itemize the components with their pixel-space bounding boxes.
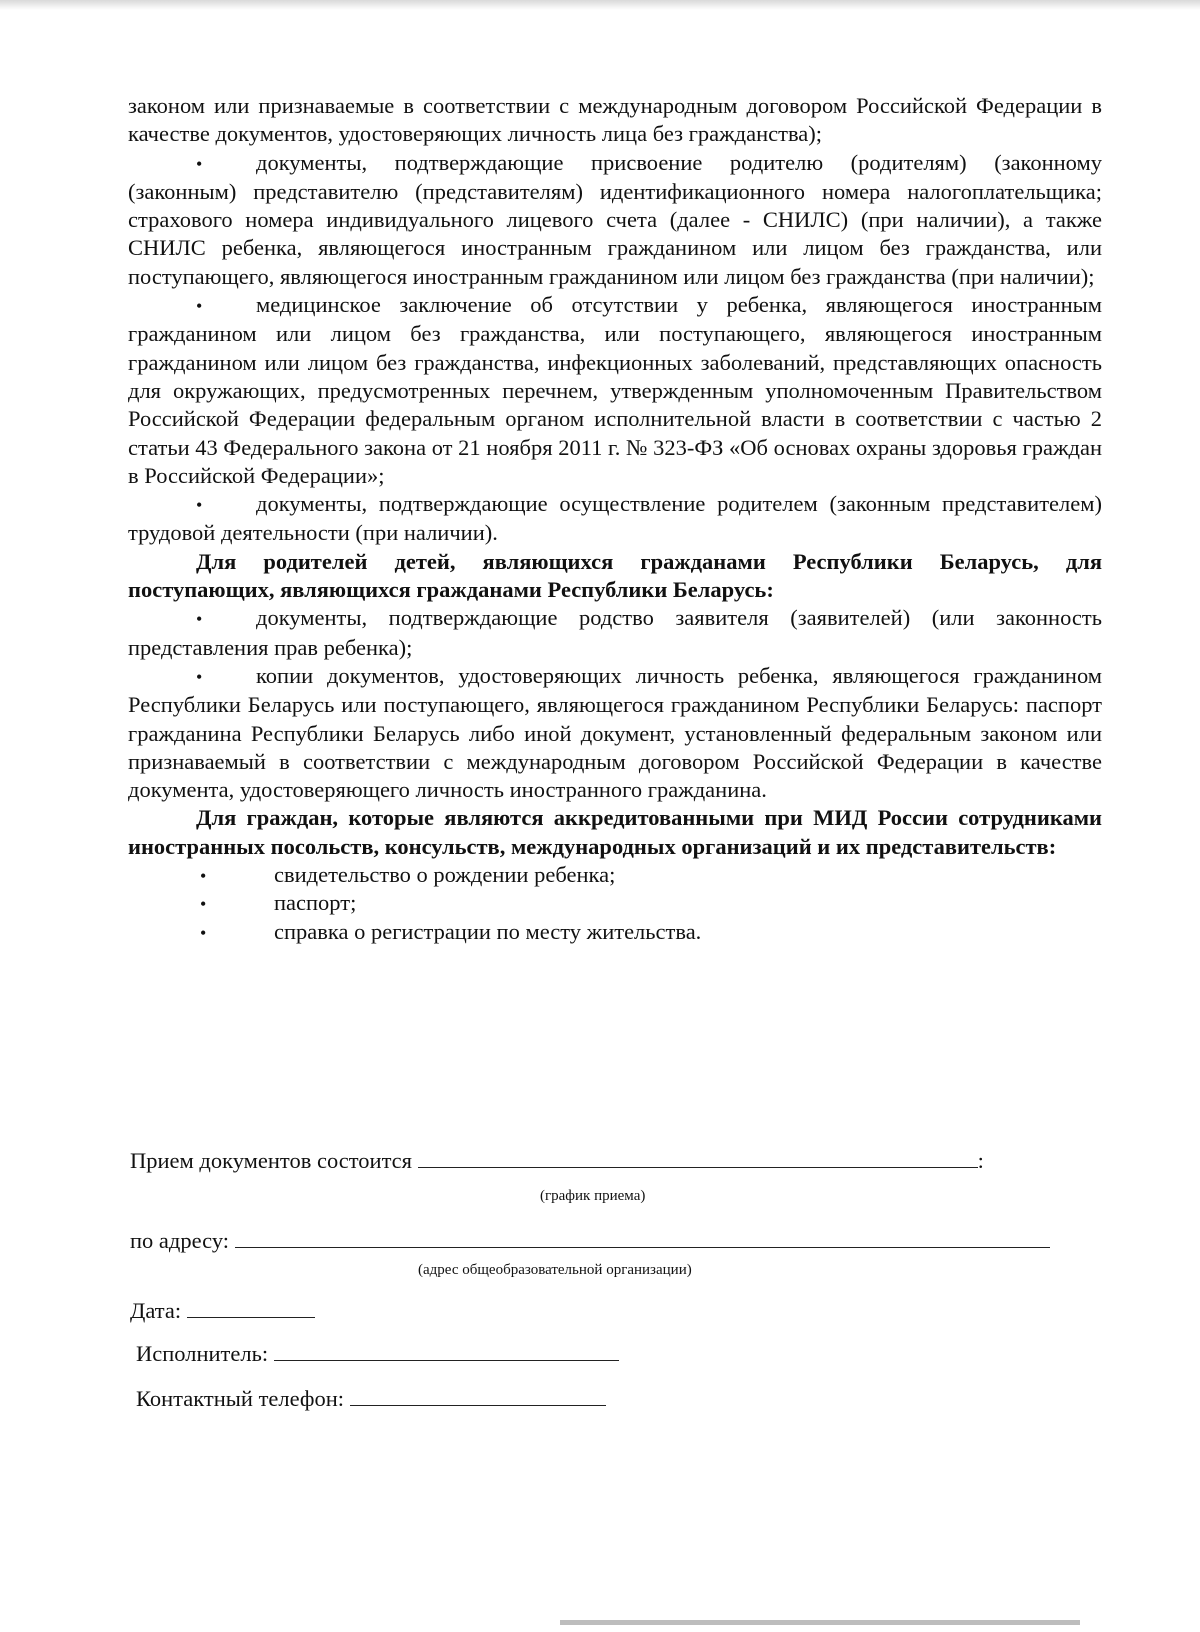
bullet-icon — [200, 889, 206, 918]
bullet-icon — [196, 291, 256, 320]
executor-field[interactable] — [274, 1338, 619, 1361]
reception-colon: : — [977, 1148, 984, 1173]
bullet-icon — [196, 604, 256, 633]
list-item: • свидетельство о рождении ребенка; — [128, 861, 1102, 889]
list-item: • паспорт; — [128, 889, 1102, 917]
date-label: Дата: — [130, 1298, 182, 1323]
phone-row — [136, 1383, 606, 1412]
address-field[interactable] — [235, 1225, 1050, 1248]
document-body — [128, 92, 1102, 946]
reception-hint: (график приема) — [540, 1188, 646, 1204]
bullet-identity: •копии документов, удостоверяющих личность ребенка, являющегося гражданином Республики Беларусь или поступающего, являющегося гражданином Республики Беларусь: паспорт гражданина Республики Беларусь либо иной документ, установленный федеральным законом или признаваемый в соответствии с международным договором Российской Федерации в качестве документа, удостоверяющего личность иностранного гражданина. — [128, 662, 1102, 804]
address-label: по адресу: — [130, 1228, 230, 1253]
date-field[interactable] — [187, 1295, 315, 1318]
bullet-inn-snils: •документы, подтверждающие присвоение родителю (родителям) (законному (законным) представителю (представителям) идентификационного номера налогоплательщика; страхового номера индивидуального лицевого счета (далее - СНИЛС) (при наличии), а также СНИЛС ребенка, являющегося иностранным гражданином или лицом без гражданства, или поступающего, являющегося иностранным гражданином или лицом без гражданства (при наличии); — [128, 149, 1102, 291]
bullet-icon — [200, 918, 206, 947]
list-accredited — [128, 861, 1102, 946]
phone-field[interactable] — [350, 1383, 606, 1406]
heading-mid: Для граждан, которые являются аккредитованными при МИД России сотрудниками иностранных посольств, консульств, международных организаций и их представительств: — [128, 805, 1102, 859]
address-hint: (адрес общеобразовательной организации) — [418, 1262, 692, 1278]
reception-label: Прием документов состоится — [130, 1148, 413, 1173]
list-item: • справка о регистрации по месту жительства. — [128, 918, 1102, 946]
bullet-medical: •медицинское заключение об отсутствии у ребенка, являющегося иностранным гражданином или лицом без гражданства, или поступающего, являющегося иностранным гражданином или лицом без гражданства, инфекционных заболеваний, представляющих опасность для окружающих, предусмотренных перечнем, утвержденным уполномоченным Правительством Российской Федерации федеральным органом исполнительной власти в соответствии с частью 2 статьи 43 Федерального закона от 21 ноября 2011 г. № 323-ФЗ «Об основах охраны здоровья граждан в Российской Федерации»; — [128, 291, 1102, 490]
executor-row — [136, 1338, 619, 1367]
bullet-icon — [200, 861, 206, 890]
heading-belarus: Для родителей детей, являющихся гражданами Республики Беларусь, для поступающих, являющихся гражданами Республики Беларусь: — [128, 548, 1102, 603]
bullet-icon — [196, 662, 256, 691]
phone-label: Контактный телефон: — [136, 1386, 344, 1411]
bullet-icon — [196, 149, 256, 178]
bullet-icon — [196, 490, 256, 519]
date-row — [130, 1295, 315, 1324]
scan-edge-bottom — [560, 1620, 1080, 1625]
address-row — [130, 1225, 1050, 1254]
bullet-employment: •документы, подтверждающие осуществление родителем (законным представителем) трудовой деятельности (при наличии). — [128, 490, 1102, 548]
executor-label: Исполнитель: — [136, 1341, 269, 1366]
scan-edge-top — [0, 0, 1200, 10]
bullet-kinship: •документы, подтверждающие родство заявителя (заявителей) (или законность представления прав ребенка); — [128, 604, 1102, 662]
reception-row — [130, 1145, 984, 1174]
intro-paragraph: законом или признаваемые в соответствии с международным договором Российской Федерации в качестве документов, удостоверяющих личность лица без гражданства); — [128, 93, 1102, 147]
reception-schedule-field[interactable] — [418, 1145, 978, 1168]
